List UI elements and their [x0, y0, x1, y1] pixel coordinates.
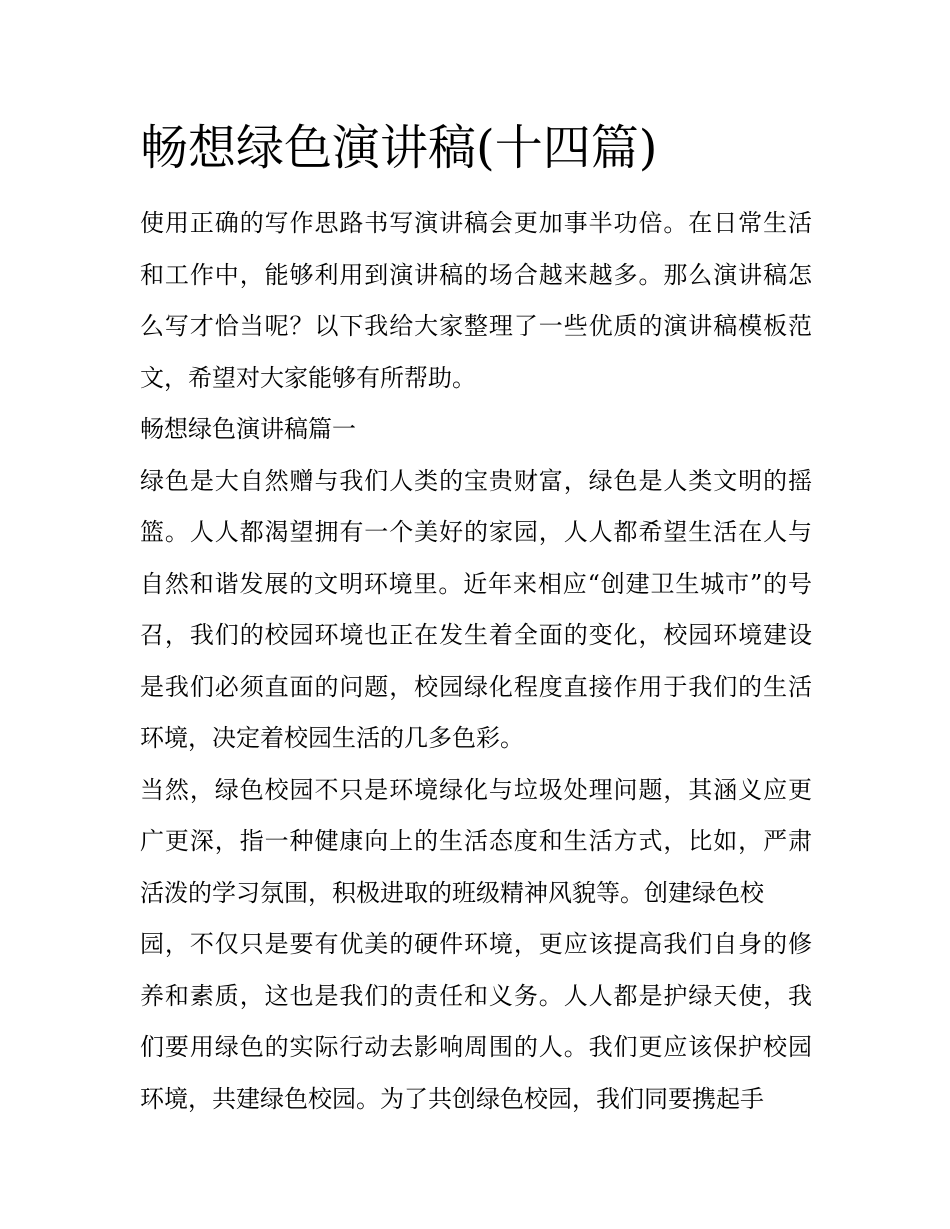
text-line: 环境，共建绿色校园。为了共创绿色校园，我们同要携起手	[140, 1084, 764, 1113]
text-line: 和工作中，能够利用到演讲稿的场合越来越多。那么演讲稿怎	[140, 260, 812, 289]
text-line: 文，希望对大家能够有所帮助。	[140, 363, 476, 392]
text-line: 广更深，指一种健康向上的生活态度和生活方式，比如，严肃	[140, 827, 812, 855]
text-line: 召，我们的校园环境也正在发生着全面的变化，校园环境建设	[140, 621, 812, 649]
text-line: 们要用绿色的实际行动去影响周围的人。我们更应该保护校园	[140, 1033, 812, 1061]
text-line: 环境，决定着校园生活的几多色彩。	[140, 724, 524, 752]
text-line: 当然，绿色校园不只是环境绿化与垃圾处理问题，其涵义应更	[140, 775, 812, 804]
text-line: 自然和谐发展的文明环境里。近年来相应“创建卫生城市”的号	[140, 569, 812, 598]
text-line: 养和素质，这也是我们的责任和义务。人人都是护绿天使，我	[140, 981, 812, 1010]
text-line: 篮。人人都渴望拥有一个美好的家园，人人都希望生活在人与	[140, 518, 812, 546]
section-heading: 畅想绿色演讲稿篇一	[140, 415, 356, 443]
text-line: 是我们必须直面的问题，校园绿化程度直接作用于我们的生活	[140, 672, 812, 701]
document-body	[140, 198, 812, 1125]
text-line: 园，不仅只是要有优美的硬件环境，更应该提高我们自身的修	[140, 930, 812, 958]
document-title: 畅想绿色演讲稿(十四篇)	[140, 120, 658, 176]
text-line: 么写才恰当呢？以下我给大家整理了一些优质的演讲稿模板范	[140, 312, 812, 340]
text-line: 使用正确的写作思路书写演讲稿会更加事半功倍。在日常生活	[140, 209, 812, 237]
text-line: 活泼的学习氛围，积极进取的班级精神风貌等。创建绿色校	[140, 878, 764, 907]
text-line: 绿色是大自然赠与我们人类的宝贵财富，绿色是人类文明的摇	[140, 466, 812, 495]
